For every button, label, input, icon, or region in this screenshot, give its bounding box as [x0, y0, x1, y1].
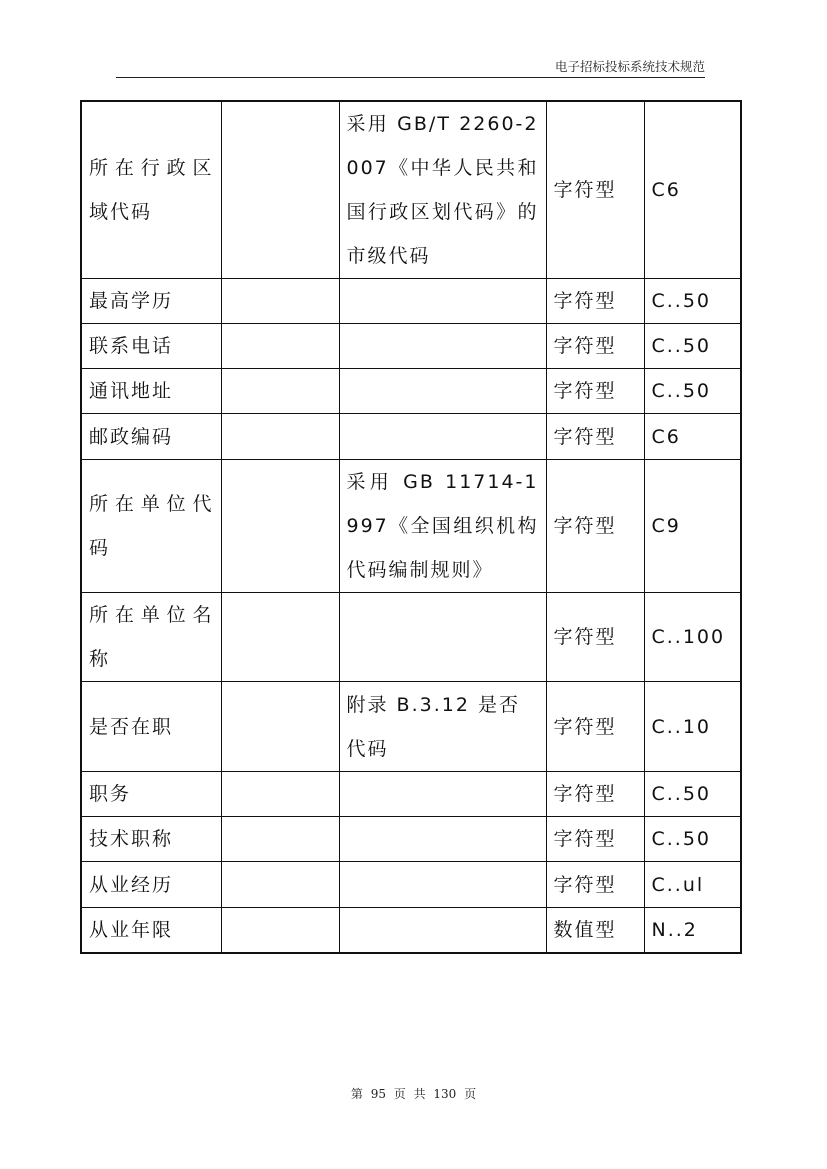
table-row	[81, 369, 741, 414]
cell-format: C..50	[644, 324, 741, 369]
cell-note	[339, 772, 546, 817]
cell-note	[339, 369, 546, 414]
cell-note	[339, 862, 546, 908]
cell-note	[339, 414, 546, 460]
table-row	[81, 279, 741, 324]
cell-type: 字符型	[546, 772, 644, 817]
cell-note: 附录 B.3.12 是否代码	[339, 682, 546, 772]
cell-blank	[221, 279, 339, 324]
cell-type: 字符型	[546, 324, 644, 369]
table-row	[81, 460, 741, 593]
cell-note	[339, 324, 546, 369]
table-row	[81, 908, 741, 954]
cell-type: 字符型	[546, 460, 644, 593]
cell-blank	[221, 101, 339, 279]
cell-name: 联系电话	[81, 324, 221, 369]
cell-type: 字符型	[546, 682, 644, 772]
cell-note	[339, 817, 546, 862]
cell-type: 字符型	[546, 817, 644, 862]
cell-name: 所在行政区域代码	[81, 101, 221, 279]
cell-name: 职务	[81, 772, 221, 817]
cell-name: 邮政编码	[81, 414, 221, 460]
page-number-footer: 第 95 页 共 130 页	[350, 1087, 477, 1101]
cell-name: 所在单位代码	[81, 460, 221, 593]
cell-type: 字符型	[546, 593, 644, 682]
cell-blank	[221, 460, 339, 593]
table-row	[81, 593, 741, 682]
cell-format: C..ul	[644, 862, 741, 908]
cell-blank	[221, 908, 339, 954]
cell-format: C6	[644, 101, 741, 279]
cell-type: 字符型	[546, 279, 644, 324]
table-row	[81, 772, 741, 817]
cell-blank	[221, 862, 339, 908]
table-row	[81, 682, 741, 772]
cell-name: 所在单位名称	[81, 593, 221, 682]
cell-name: 从业经历	[81, 862, 221, 908]
running-header-title: 电子招标投标系统技术规范	[554, 59, 705, 74]
table-row	[81, 324, 741, 369]
cell-note	[339, 279, 546, 324]
cell-name: 通讯地址	[81, 369, 221, 414]
cell-type: 字符型	[546, 369, 644, 414]
cell-format: C..10	[644, 682, 741, 772]
cell-format: C..50	[644, 817, 741, 862]
table-row	[81, 862, 741, 908]
cell-format: C6	[644, 414, 741, 460]
cell-name: 从业年限	[81, 908, 221, 954]
cell-blank	[221, 593, 339, 682]
cell-blank	[221, 414, 339, 460]
cell-format: N..2	[644, 908, 741, 954]
cell-name: 是否在职	[81, 682, 221, 772]
cell-blank	[221, 369, 339, 414]
cell-format: C..100	[644, 593, 741, 682]
cell-type: 字符型	[546, 101, 644, 279]
cell-blank	[221, 682, 339, 772]
table-row	[81, 817, 741, 862]
cell-blank	[221, 817, 339, 862]
data-element-table	[80, 100, 742, 954]
cell-format: C..50	[644, 772, 741, 817]
cell-type: 字符型	[546, 862, 644, 908]
cell-blank	[221, 324, 339, 369]
cell-name: 最高学历	[81, 279, 221, 324]
cell-blank	[221, 772, 339, 817]
cell-note: 采用 GB/T 2260-2007《中华人民共和国行政区划代码》的市级代码	[339, 101, 546, 279]
cell-note	[339, 908, 546, 954]
cell-type: 数值型	[546, 908, 644, 954]
table-row	[81, 414, 741, 460]
header-rule	[116, 77, 705, 78]
cell-note	[339, 593, 546, 682]
cell-format: C..50	[644, 369, 741, 414]
table-row	[81, 101, 741, 279]
cell-note: 采用 GB 11714-1997《全国组织机构代码编制规则》	[339, 460, 546, 593]
cell-name: 技术职称	[81, 817, 221, 862]
cell-format: C9	[644, 460, 741, 593]
cell-type: 字符型	[546, 414, 644, 460]
cell-format: C..50	[644, 279, 741, 324]
